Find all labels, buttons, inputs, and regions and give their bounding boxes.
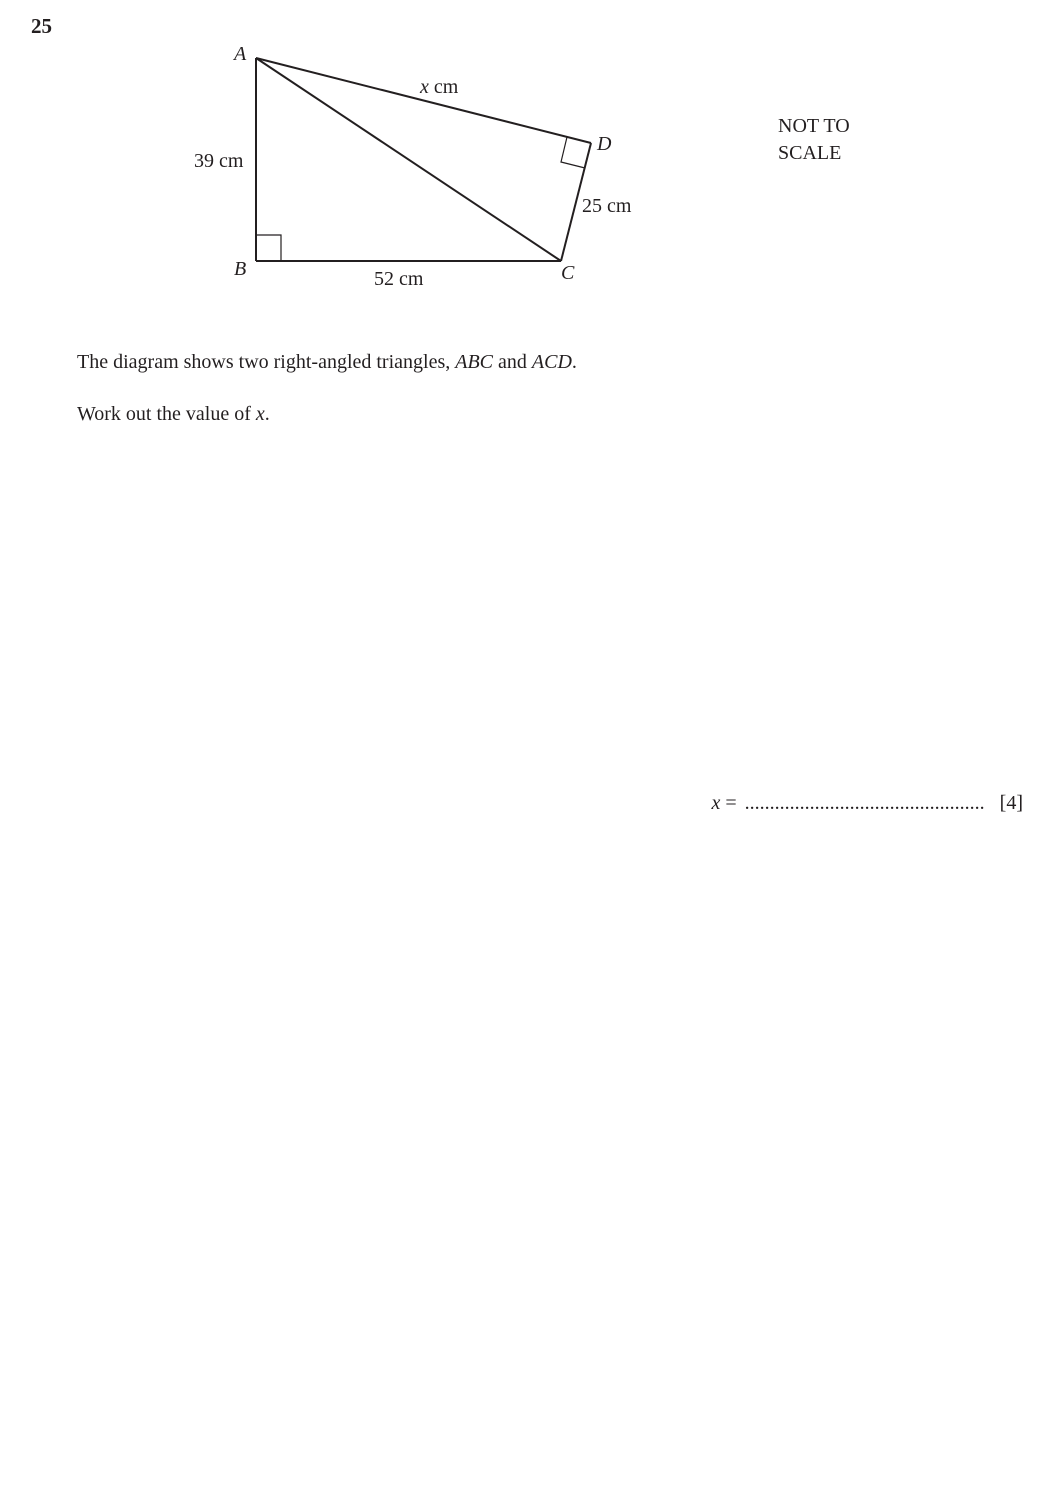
marks-label: [4] — [999, 792, 1023, 814]
intro-text-after: . — [571, 351, 577, 373]
triangles-diagram — [0, 0, 1056, 320]
vertex-label-d: D — [597, 133, 612, 155]
not-to-scale-note — [778, 113, 850, 167]
instruction-variable: x — [255, 403, 265, 425]
side-label-ad — [419, 76, 459, 98]
vertex-label-c: C — [561, 262, 575, 284]
side-label-bc: 52 cm — [374, 268, 424, 290]
answer-line[interactable] — [712, 792, 1024, 815]
instruction-text-before: Work out the value of — [77, 403, 256, 425]
question-number: 25 — [31, 14, 52, 38]
answer-variable: x — [711, 792, 721, 814]
intro-triangle-abc: ABC — [455, 351, 494, 373]
right-angle-marker-d — [561, 137, 585, 168]
side-label-ab: 39 cm — [194, 150, 244, 172]
instruction-text-after: . — [264, 403, 270, 425]
vertex-label-b: B — [234, 258, 247, 280]
vertex-label-a: A — [234, 43, 247, 65]
not-to-scale-line-2: SCALE — [778, 142, 842, 164]
intro-text-before: The diagram shows two right-angled triangles, — [77, 351, 456, 373]
question-intro — [77, 350, 577, 374]
side-label-ad-variable: x — [420, 76, 429, 98]
answer-equals: = — [720, 792, 737, 814]
intro-triangle-acd: ACD — [531, 351, 572, 373]
question-instruction — [77, 402, 270, 426]
right-angle-marker-b — [256, 235, 281, 261]
side-label-ad-unit: cm — [428, 76, 459, 98]
answer-space[interactable]: ................................................ — [744, 792, 985, 814]
side-label-cd: 25 cm — [582, 195, 632, 217]
intro-text-middle: and — [493, 351, 532, 373]
side-ad — [256, 58, 591, 143]
not-to-scale-line-1: NOT TO — [778, 115, 850, 137]
side-ac — [256, 58, 561, 261]
